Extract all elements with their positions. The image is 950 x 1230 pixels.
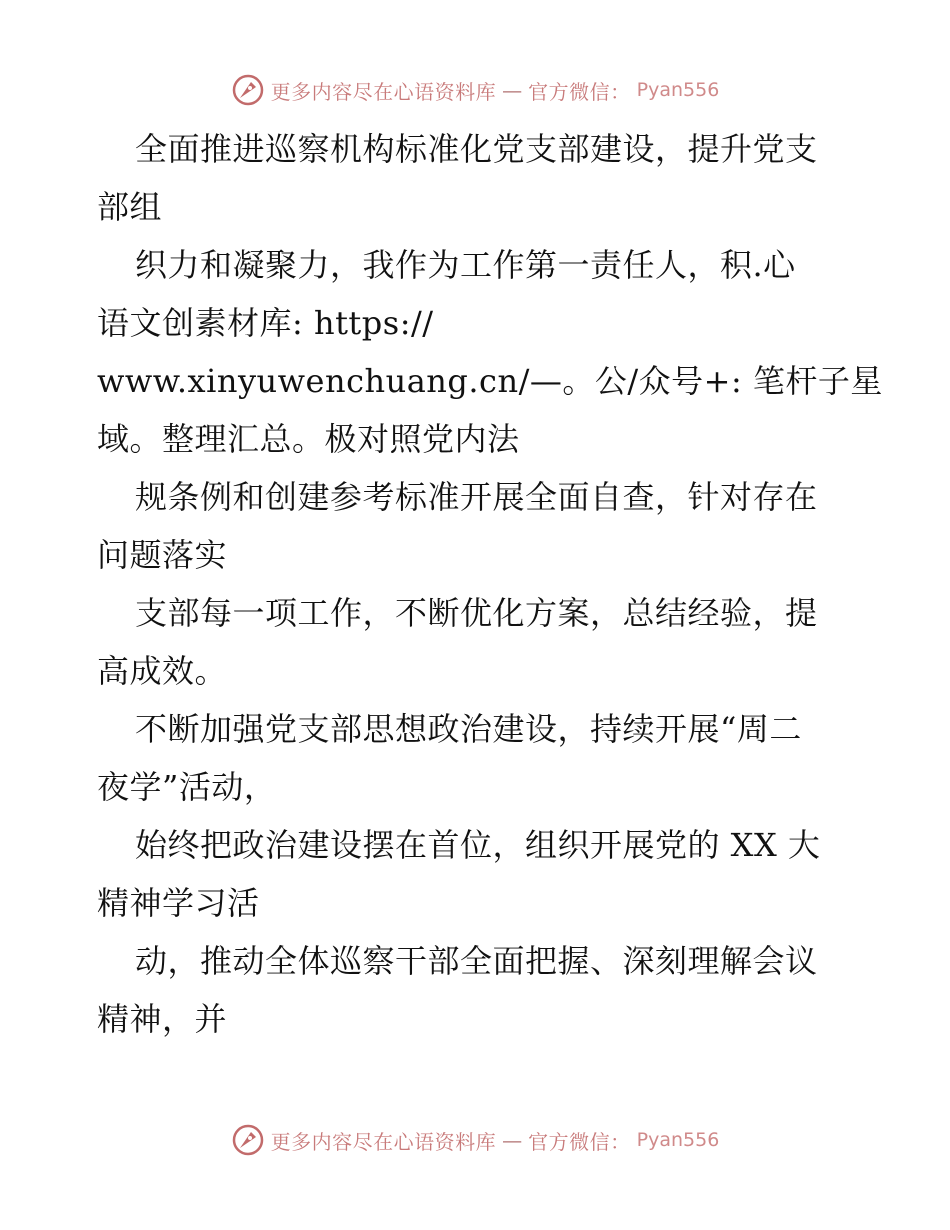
text-line: 规条例和创建参考标准开展全面自查，针对存在 bbox=[135, 478, 818, 516]
text-line: 高成效。 bbox=[97, 652, 228, 690]
text-line: 动，推动全体巡察干部全面把握、深刻理解会议 bbox=[135, 942, 818, 980]
text-line: 问题落实 bbox=[97, 536, 228, 574]
watermark-wechat-id: Pyan556 bbox=[636, 79, 720, 101]
watermark-wechat-id: Pyan556 bbox=[636, 1129, 720, 1151]
text-line: 夜学”活动， bbox=[97, 768, 277, 806]
text-line: 域。整理汇总。极对照党内法 bbox=[97, 420, 520, 458]
text-line: 部组 bbox=[97, 188, 163, 226]
watermark-separator: — bbox=[502, 78, 523, 102]
text-line: 织力和凝聚力，我作为工作第一责任人，积.心 bbox=[135, 246, 796, 284]
footer-watermark bbox=[0, 1120, 950, 1160]
pen-nib-logo-icon bbox=[231, 73, 265, 107]
text-line: 精神，并 bbox=[97, 1000, 228, 1038]
pen-nib-logo-icon bbox=[231, 1123, 265, 1157]
text-line: 全面推进巡察机构标准化党支部建设，提升党支 bbox=[135, 130, 818, 168]
watermark-separator: — bbox=[502, 1128, 523, 1152]
text-line: 始终把政治建设摆在首位，组织开展党的 XX 大 bbox=[135, 826, 821, 864]
watermark-label: 官方微信： bbox=[528, 79, 631, 104]
text-line: 支部每一项工作，不断优化方案，总结经验，提 bbox=[135, 594, 818, 632]
document-body bbox=[97, 120, 883, 1048]
header-watermark bbox=[0, 70, 950, 110]
text-line: 不断加强党支部思想政治建设，持续开展“周二 bbox=[135, 710, 802, 748]
watermark-label: 官方微信： bbox=[528, 1129, 631, 1154]
watermark-text: 更多内容尽在心语资料库 bbox=[270, 1129, 497, 1154]
text-line: 语文创素材库: https:// bbox=[97, 304, 434, 342]
watermark-text: 更多内容尽在心语资料库 bbox=[270, 79, 497, 104]
text-line: www.xinyuwenchuang.cn/—。公/众号+: 笔杆子星 bbox=[97, 362, 883, 400]
text-line: 精神学习活 bbox=[97, 884, 260, 922]
